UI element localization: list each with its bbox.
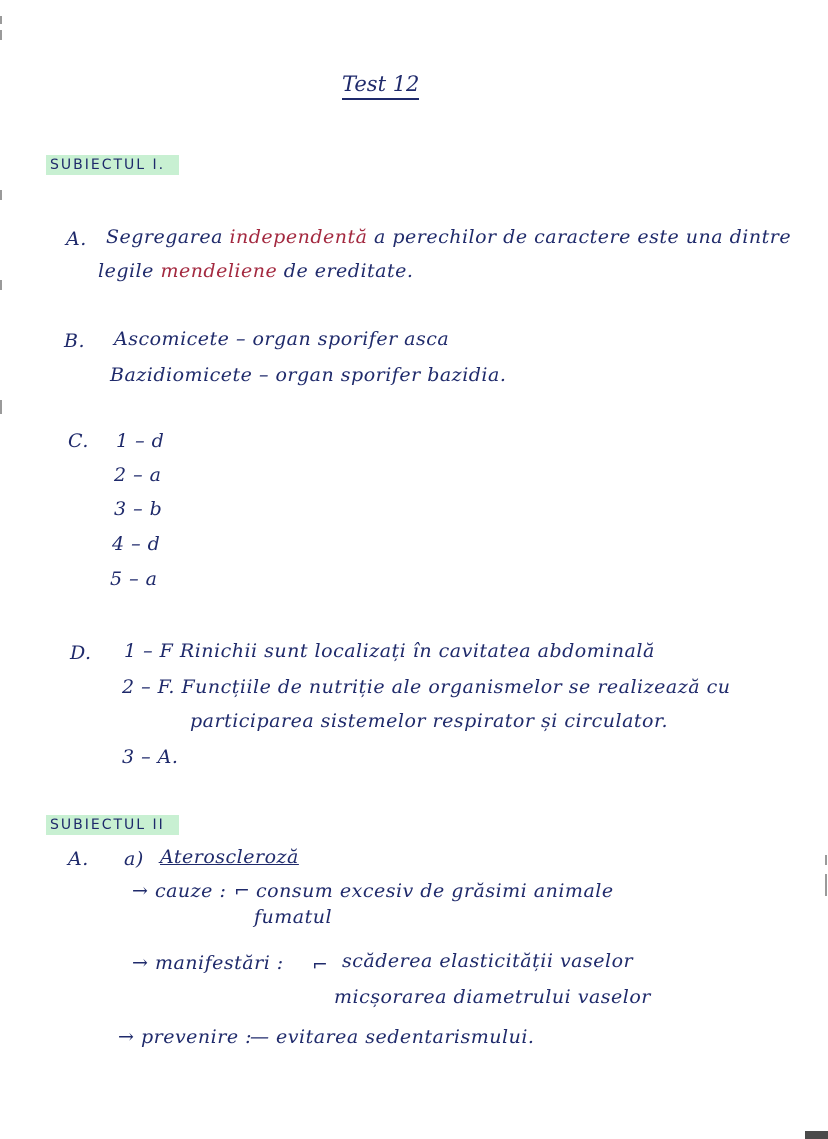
- page-title: Test 12: [342, 72, 419, 100]
- manifestation-item: scăderea elasticității vaselor: [342, 950, 634, 972]
- cause-item: consum excesiv de grăsimi animale: [256, 880, 614, 902]
- scan-edge-mark: [825, 855, 827, 865]
- item-B-line1: Ascomicete – organ sporifer asca: [114, 328, 450, 350]
- item-D-answer-3: 3 – A.: [122, 746, 179, 768]
- item-D-answer-1: 1 – F Rinichii sunt localizați în cavitatea abdominală: [124, 640, 655, 662]
- text: de ereditate.: [283, 260, 414, 282]
- item-A-line1: [106, 226, 791, 248]
- red-text: independentă: [229, 226, 368, 248]
- prevention-item: — evitarea sedentarismului.: [250, 1026, 535, 1048]
- section-header-subiect-1: SUBIECTUL I.: [46, 155, 179, 175]
- text: Segregarea: [106, 226, 223, 248]
- text: a perechilor de caractere este una dintre: [373, 226, 792, 248]
- item-C-answer: 1 – d: [116, 430, 165, 452]
- item-A-label: A.: [66, 228, 87, 250]
- scan-edge-mark: [0, 190, 2, 200]
- item-D-answer-2: 2 – F. Funcțiile de nutriție ale organismelor se realizează cu: [122, 676, 731, 698]
- item-C-answer: 3 – b: [114, 498, 163, 520]
- manifestation-item: micșorarea diametrului vaselor: [334, 986, 651, 1008]
- cause-item: fumatul: [254, 906, 333, 928]
- item-C-answer: 5 – a: [110, 568, 158, 590]
- prevention-label: → prevenire :: [118, 1026, 253, 1048]
- scan-edge-mark: [825, 874, 827, 896]
- causes-label: → cauze :: [132, 880, 227, 902]
- item-A-line2: [98, 260, 413, 282]
- item-D-label: D.: [70, 642, 92, 664]
- scan-edge-mark: [0, 16, 2, 24]
- item-D-answer-2-cont: participarea sistemelor respirator și circulator.: [190, 710, 669, 732]
- section-header-subiect-2: SUBIECTUL II: [46, 815, 179, 835]
- item-B-line2: Bazidiomicete – organ sporifer bazidia.: [110, 364, 507, 386]
- scan-edge-mark: [0, 30, 2, 40]
- item-B-label: B.: [64, 330, 86, 352]
- item-C-label: C.: [68, 430, 89, 452]
- red-text: mendeliene: [160, 260, 278, 282]
- scan-corner-block: [805, 1131, 828, 1139]
- bracket: ⌐: [234, 880, 251, 902]
- scan-edge-mark: [0, 280, 2, 290]
- item-C-answer: 2 – a: [114, 464, 162, 486]
- item-2A-sub: a): [124, 848, 144, 870]
- text: legile: [98, 260, 154, 282]
- item-2A-label: A.: [68, 848, 89, 870]
- manifestations-label: → manifestări :: [132, 952, 284, 974]
- scan-edge-mark: [0, 400, 2, 414]
- bracket: ⌐: [312, 954, 329, 976]
- topic-heading: Ateroscleroză: [160, 846, 299, 868]
- item-C-answer: 4 – d: [112, 533, 161, 555]
